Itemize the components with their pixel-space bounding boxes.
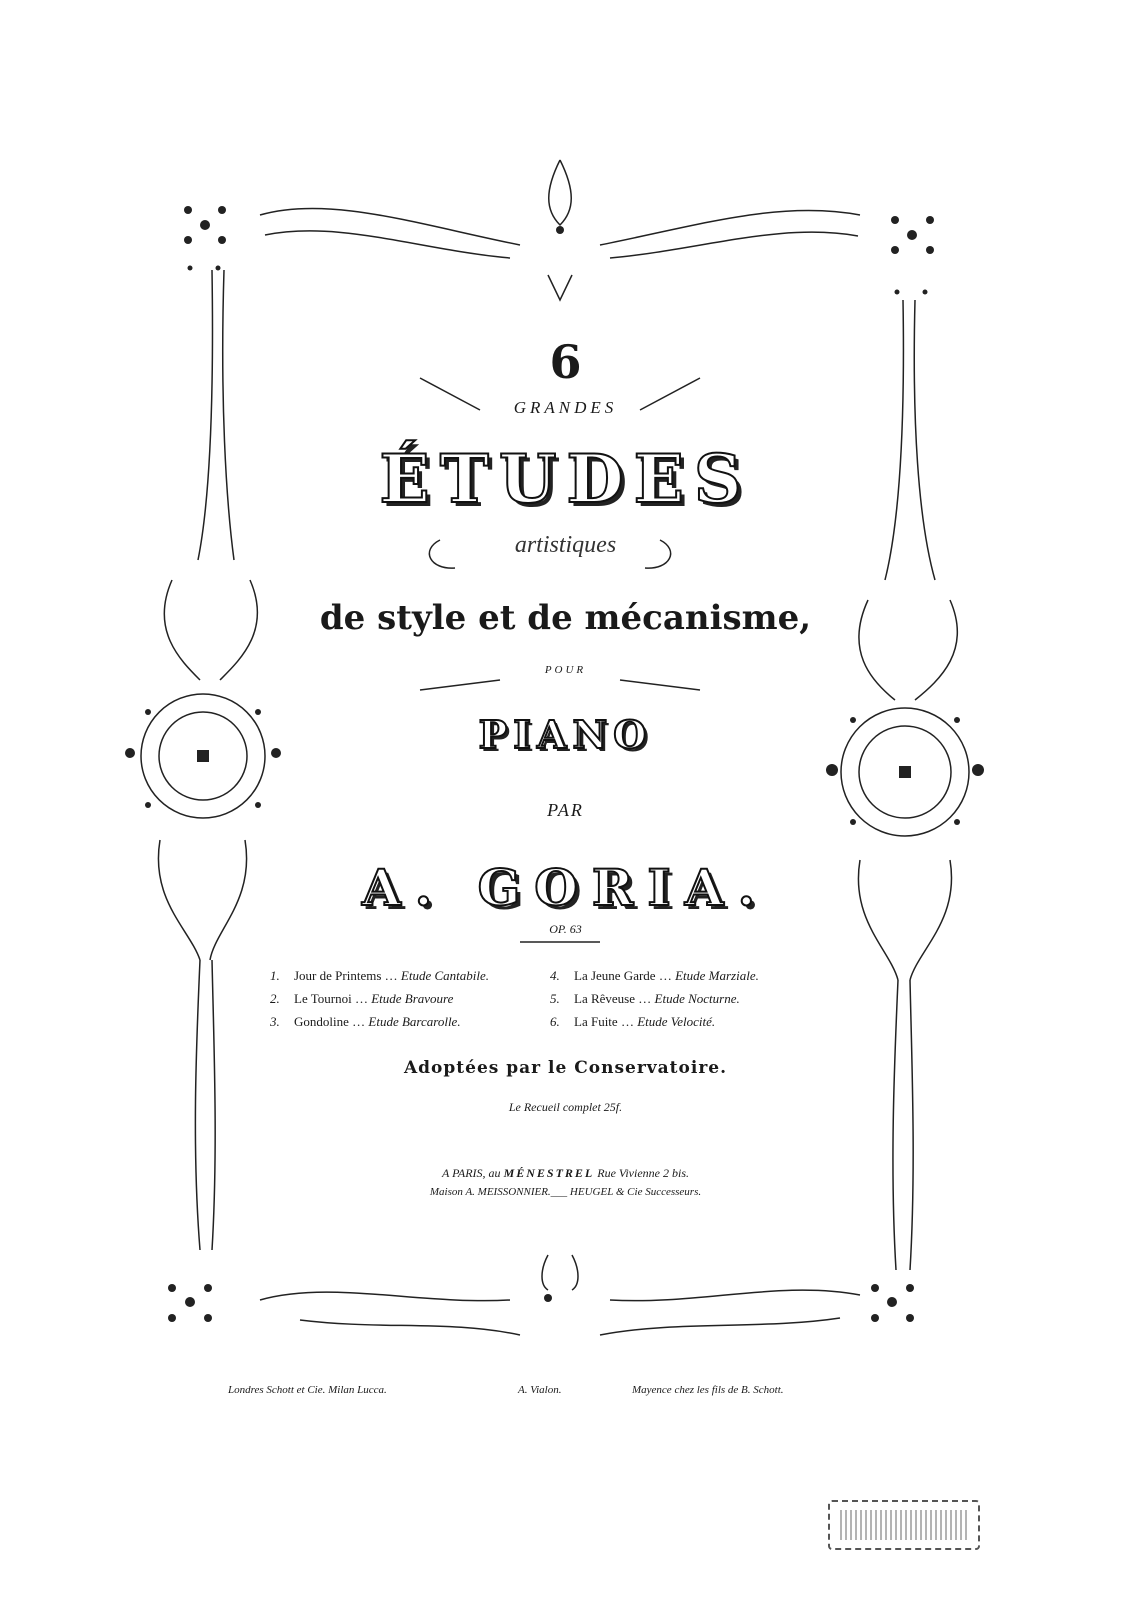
- piece-number: 6.: [550, 1014, 560, 1029]
- opus-number: OP. 63: [549, 922, 582, 936]
- publisher-name: MÉNESTREL: [503, 1166, 595, 1180]
- publisher-address: Rue Vivienne 2 bis.: [597, 1166, 689, 1180]
- library-stamp: [828, 1500, 980, 1550]
- list-item: 4. La Jeune Garde … Etude Marziale.: [550, 968, 759, 983]
- price-note: Le Recueil complet 25f.: [508, 1100, 623, 1114]
- subtitle: de style et de mécanisme,: [319, 598, 812, 638]
- pieces-row: [270, 1014, 830, 1037]
- piece-type: Etude Marziale.: [675, 968, 759, 983]
- stamp-text-image: [840, 1510, 968, 1540]
- piece-type: Etude Cantabile.: [400, 968, 489, 983]
- piece-type: Etude Barcarolle.: [368, 1014, 461, 1029]
- grandes-label: GRANDES: [513, 398, 618, 417]
- piece-name: Le Tournoi: [294, 991, 352, 1006]
- piece-number: 2.: [270, 991, 280, 1006]
- list-item: 3. Gondoline … Etude Barcarolle.: [270, 1014, 461, 1029]
- distributor-left: Londres Schott et Cie. Milan Lucca.: [228, 1384, 387, 1396]
- piece-number: 4.: [550, 968, 560, 983]
- engraver-credit: A. Vialon.: [518, 1384, 562, 1396]
- list-item: 2. Le Tournoi … Etude Bravoure: [270, 991, 454, 1006]
- artistiques-label: artistiques: [514, 532, 617, 558]
- piece-number: 1.: [270, 968, 280, 983]
- pieces-row: [270, 968, 830, 991]
- piece-name: La Rêveuse: [574, 991, 636, 1006]
- piece-name: Jour de Printems: [294, 968, 382, 983]
- piece-name: La Fuite: [574, 1014, 618, 1029]
- pieces-list: [270, 968, 830, 1037]
- list-item: 6. La Fuite … Etude Velocité.: [550, 1014, 716, 1029]
- piece-type: Etude Bravoure: [371, 991, 454, 1006]
- par-label: PAR: [547, 800, 584, 820]
- piece-type: Etude Velocité.: [637, 1014, 716, 1029]
- instrument-title: PIANO: [478, 712, 653, 757]
- publisher-line-1: [0, 1166, 1131, 1181]
- pour-label: POUR: [544, 664, 587, 676]
- distributor-right: Mayence chez les fils de B. Schott.: [632, 1384, 784, 1396]
- pieces-row: [270, 991, 830, 1014]
- publisher-prefix: A PARIS, au: [442, 1166, 501, 1180]
- list-item: 1. Jour de Printems … Etude Cantabile.: [270, 968, 489, 983]
- adoption-note: Adoptées par le Conservatoire.: [403, 1058, 728, 1078]
- piece-type: Etude Nocturne.: [654, 991, 740, 1006]
- volume-number: 6: [549, 335, 582, 389]
- main-title: ÉTUDES: [379, 440, 752, 518]
- piece-name: Gondoline: [294, 1014, 349, 1029]
- composer-name: A. GORIA.: [361, 858, 769, 917]
- piece-name: La Jeune Garde: [574, 968, 656, 983]
- publisher-line-2: Maison A. MEISSONNIER.___ HEUGEL & Cie Successeurs.: [429, 1186, 702, 1198]
- list-item: 5. La Rêveuse … Etude Nocturne.: [550, 991, 740, 1006]
- piece-number: 3.: [270, 1014, 280, 1029]
- piece-number: 5.: [550, 991, 560, 1006]
